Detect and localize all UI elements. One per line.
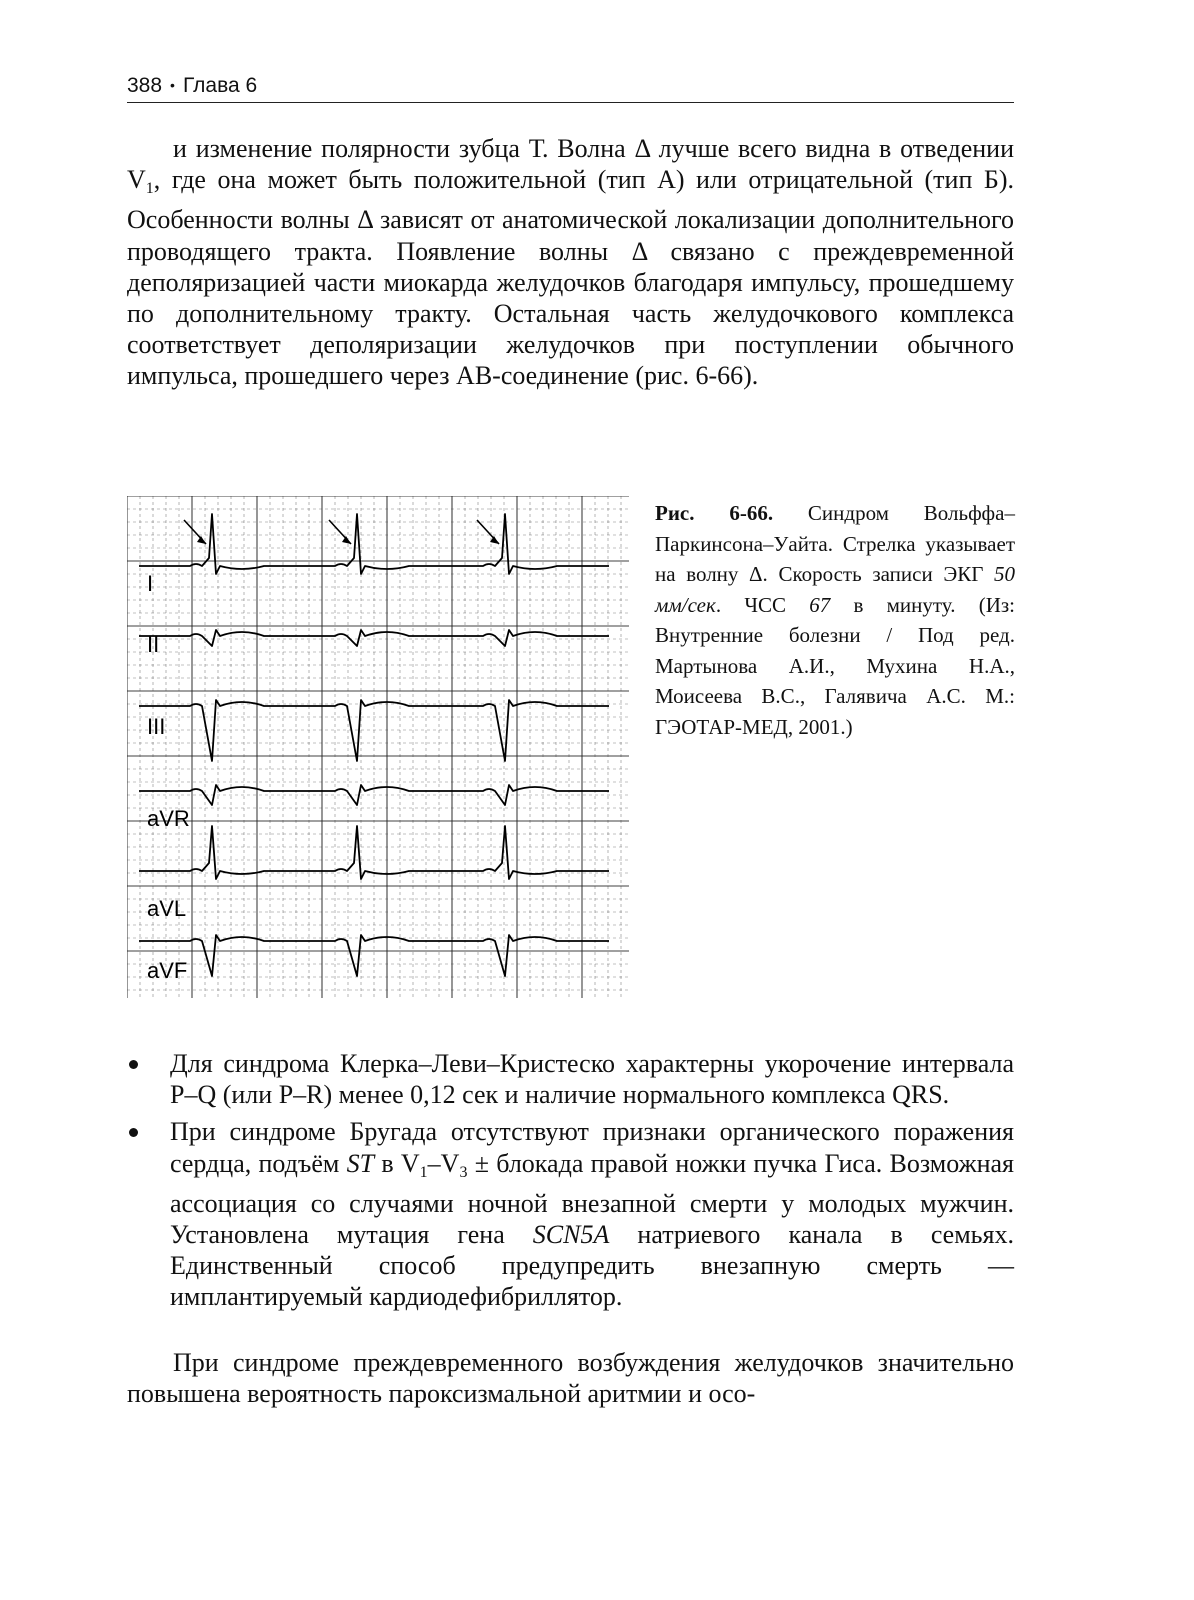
lead-label: aVF (147, 958, 188, 983)
lead-label: III (147, 714, 166, 739)
caption-label: Рис. 6-66. (655, 501, 774, 525)
header-separator: • (170, 77, 175, 93)
ecg-figure (127, 496, 629, 998)
page-number: 388 (127, 74, 163, 97)
bullet-list (127, 1048, 1014, 1319)
bullet-icon (129, 1060, 138, 1069)
list-item (127, 1116, 1014, 1312)
caption-text: в минуту. (Из: Внутренние болезни / Под ред. Мартынова А.И., Мухина Н.А., Моисеева В.С., Галявича А.С. М.: ГЭОТАР-МЕД, 2001.) (655, 592, 1015, 739)
arrow-head-icon (342, 536, 351, 544)
caption-text: Синдром Вольффа–Паркинсона–Уайта. Стрелка указывает на волну Δ. Скорость записи ЭКГ (655, 501, 1015, 586)
lead-label: I (147, 571, 154, 596)
lead-label: II (147, 632, 160, 657)
running-header (127, 70, 1014, 103)
subscript: 3 (459, 1163, 468, 1181)
paragraph-preexcitation: При синдроме преждевременного возбуждения желудочков значительно повышена вероятность пароксизмальной аритмии и осо- (127, 1348, 1014, 1409)
bullet-icon (129, 1128, 138, 1137)
caption-text: . ЧСС (715, 592, 810, 617)
ecg-grid (127, 496, 629, 998)
chapter-title: Глава 6 (182, 74, 258, 97)
arrow-head-icon (197, 536, 206, 544)
figure-caption (655, 498, 1015, 742)
paragraph-text: , где она может быть положительной (тип А) или отрицательной (тип Б). Особенности волны Δ зависят от анатомической локализации дополнительного проводящего тракта. Появление волны Δ связано с преждевременной деполяризацией части миокарда желудочков благодаря импульсу, прошедшему по дополнительному тракту. Остальная часть желудочкового комплекса соответствует деполяризации желудочков при поступлении обычного импульса, прошедшего через АВ-соединение (рис. 6-66). (127, 165, 1014, 391)
subscript: 1 (145, 180, 154, 198)
lead-label: aVL (147, 896, 187, 921)
caption-hr: 67 (809, 592, 831, 617)
gene-name: SCN5A (532, 1220, 610, 1250)
lead-label: aVR (147, 806, 190, 831)
list-item-text: натриевого канала в семьях. Единственный способ предупредить внезапную смерть — имплантируемый кардиодефибриллятор. (170, 1220, 1014, 1312)
subscript: 1 (419, 1163, 428, 1181)
paragraph-text: и изменение полярности зубца Т. Волна Δ лучше всего видна в отведении V (127, 134, 1014, 195)
ecg-tracing (127, 496, 629, 998)
list-item (127, 1048, 1014, 1110)
list-item-text: –V (427, 1148, 460, 1178)
caption-speed: 50 мм/сек (655, 562, 1015, 617)
list-item-text: При синдроме Бругада отсутствуют признаки органического поражения сердца, подъём (170, 1117, 1014, 1178)
lead-labels (147, 571, 190, 983)
list-item-text: в V (374, 1148, 420, 1178)
paragraph-wpw-description (127, 133, 1014, 392)
ecg-lead-trace (139, 630, 609, 646)
list-item-text: Для синдрома Клерка–Леви–Кристеско характерны укорочение интервала P–Q (или P–R) менее 0,12 сек и наличие нормального комплекса QRS. (170, 1049, 1014, 1110)
st-segment: ST (346, 1148, 375, 1178)
list-item-text: ± блокада правой ножки пучка Гиса. Возможная ассоциация со случаями ночной внезапной смерти у молодых мужчин. Установлена мутация гена (170, 1148, 1014, 1250)
arrow-head-icon (490, 536, 499, 544)
